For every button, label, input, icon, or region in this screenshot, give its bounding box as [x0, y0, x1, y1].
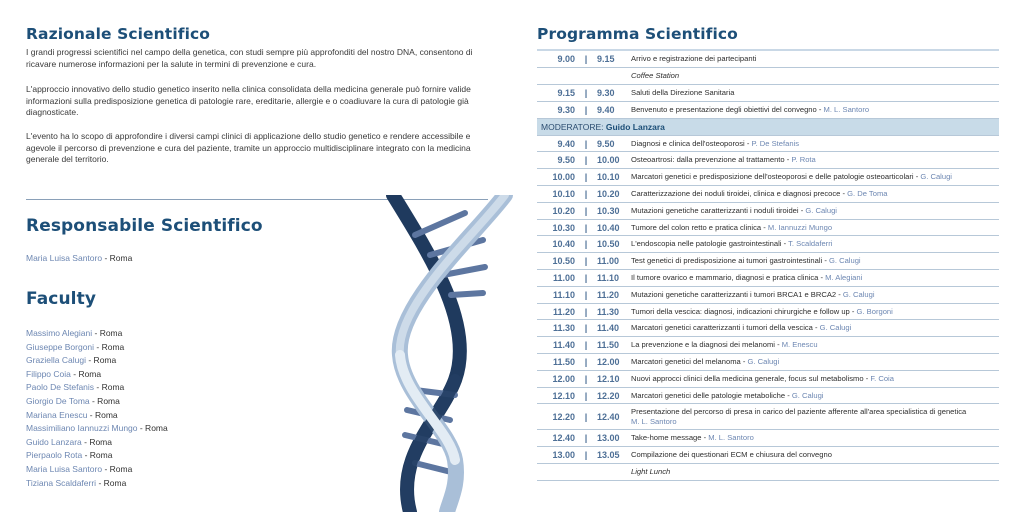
- programme-row: [537, 464, 999, 481]
- faculty-member-name: Guido Lanzara: [26, 436, 82, 447]
- speaker-dash: -: [784, 155, 792, 165]
- programme-row: [537, 404, 999, 430]
- time-separator: |: [575, 286, 597, 303]
- time-separator: |: [575, 387, 597, 404]
- session-title: Mutazioni genetiche caratterizzanti i tumori BRCA1 e BRCA2: [631, 289, 837, 299]
- session-title: Diagnosi e clinica dell'osteoporosi: [631, 138, 745, 148]
- end-time: 9.40: [597, 101, 627, 118]
- time-separator: |: [575, 101, 597, 118]
- faculty-member-city: - Roma: [137, 423, 168, 434]
- moderator-name: Guido Lanzara: [605, 121, 665, 132]
- faculty-member-city: - Roma: [96, 477, 127, 488]
- speaker-dash: -: [798, 205, 806, 215]
- end-time: 11.30: [597, 303, 627, 320]
- speaker-dash: -: [761, 222, 768, 232]
- start-time: 10.40: [537, 236, 575, 253]
- faculty-member-name: Massimiliano Iannuzzi Mungo: [26, 423, 138, 434]
- responsabile-entry: [26, 253, 132, 263]
- faculty-member: [26, 409, 168, 423]
- programme-row: [537, 68, 999, 85]
- speaker-name: P. De Stefanis: [751, 138, 800, 148]
- faculty-member: [26, 327, 168, 341]
- end-time: 10.30: [597, 202, 627, 219]
- programme-row: [537, 236, 999, 253]
- end-time: 13.00: [597, 430, 627, 447]
- end-time: 12.10: [597, 370, 627, 387]
- programma-table: [537, 51, 999, 481]
- session-title: Arrivo e registrazione dei partecipanti: [631, 54, 757, 64]
- faculty-member-name: Giuseppe Borgoni: [26, 341, 95, 352]
- time-separator: |: [575, 303, 597, 320]
- speaker-name: M. L. Santoro: [823, 104, 870, 114]
- programme-row: [537, 387, 999, 404]
- end-time: 11.20: [597, 286, 627, 303]
- faculty-member: [26, 381, 168, 395]
- faculty-member-name: Paolo De Stefanis: [26, 382, 95, 393]
- session-description: [627, 387, 999, 404]
- time-separator: |: [575, 370, 597, 387]
- time-separator: |: [575, 253, 597, 270]
- razionale-title: Razionale Scientifico: [26, 25, 211, 43]
- session-description: [627, 270, 999, 287]
- time-separator: |: [575, 270, 597, 287]
- programme-row: [537, 169, 999, 186]
- session-description: [627, 68, 999, 85]
- session-title: Tumore del colon retto e pratica clinica: [631, 222, 762, 232]
- time-separator: |: [575, 320, 597, 337]
- start-time: 12.10: [537, 387, 575, 404]
- session-description: [627, 152, 999, 169]
- time-separator: |: [575, 85, 597, 102]
- programme-row: [537, 85, 999, 102]
- session-description: [627, 354, 999, 371]
- speaker-name: M. Enescu: [781, 340, 818, 350]
- session-description: [627, 202, 999, 219]
- start-time: 11.40: [537, 337, 575, 354]
- time-separator: |: [575, 219, 597, 236]
- speaker-name: G. De Toma: [847, 188, 888, 198]
- programme-row: [537, 135, 999, 152]
- time-separator: |: [575, 135, 597, 152]
- end-time: 9.30: [597, 85, 627, 102]
- speaker-name: G. Calugi: [819, 323, 852, 333]
- time-separator: |: [575, 236, 597, 253]
- start-time: [537, 464, 575, 481]
- moderator-label: MODERATORE:: [541, 121, 606, 132]
- session-description: [627, 286, 999, 303]
- faculty-title: Faculty: [26, 289, 97, 309]
- moderator-row: [537, 118, 999, 135]
- end-time: 13.05: [597, 447, 627, 464]
- start-time: 11.00: [537, 270, 575, 287]
- session-title: Coffee Station: [631, 71, 680, 81]
- session-title: Tumori della vescica: diagnosi, indicazioni chirurgiche e follow up: [631, 306, 850, 316]
- speaker-dash: -: [863, 373, 871, 383]
- session-title: Presentazione del percorso di presa in carico del paziente afferente all'area specialistica di genetica: [631, 406, 967, 416]
- end-time: 12.20: [597, 387, 627, 404]
- faculty-member-city: - Roma: [87, 409, 118, 420]
- faculty-member: [26, 422, 168, 436]
- session-title: Compilazione dei questionari ECM e chiusura del convegno: [631, 450, 832, 460]
- speaker-dash: -: [785, 390, 792, 400]
- faculty-member: [26, 341, 168, 355]
- faculty-member: [26, 368, 168, 382]
- faculty-member-name: Massimo Alegiani: [26, 328, 93, 338]
- start-time: 11.30: [537, 320, 575, 337]
- speaker-dash: -: [849, 306, 857, 316]
- faculty-member-city: - Roma: [82, 450, 113, 461]
- faculty-member: [26, 463, 168, 477]
- speaker-dash: -: [822, 256, 829, 266]
- start-time: 10.00: [537, 169, 575, 186]
- responsabile-name: Maria Luisa Santoro: [26, 253, 103, 263]
- speaker-name: M. Alegiani: [825, 272, 863, 282]
- faculty-member-name: Mariana Enescu: [26, 409, 88, 420]
- programme-row: [537, 354, 999, 371]
- speaker-dash: -: [818, 272, 826, 282]
- end-time: 11.40: [597, 320, 627, 337]
- session-title: Marcatori genetici del melanoma: [631, 356, 741, 366]
- start-time: [537, 68, 575, 85]
- session-title: Il tumore ovarico e mammario, diagnosi e pratica clinica: [631, 272, 819, 282]
- programme-row: [537, 152, 999, 169]
- speaker-name: P. Rota: [791, 155, 816, 165]
- programme-row: [537, 370, 999, 387]
- end-time: 10.40: [597, 219, 627, 236]
- faculty-member-city: - Roma: [94, 341, 125, 352]
- faculty-member-name: Tiziana Scaldaferri: [26, 477, 97, 488]
- session-title: Osteoartrosi: dalla prevenzione al trattamento: [631, 155, 785, 165]
- session-title: La prevenzione e la diagnosi dei melanomi: [631, 340, 775, 350]
- end-time: 11.50: [597, 337, 627, 354]
- programme-row: [537, 337, 999, 354]
- time-separator: |: [575, 152, 597, 169]
- time-separator: |: [575, 337, 597, 354]
- dna-helix-illustration: [355, 195, 540, 512]
- end-time: 11.00: [597, 253, 627, 270]
- session-description: [627, 370, 999, 387]
- session-description: [627, 253, 999, 270]
- responsabile-city: - Roma: [102, 253, 133, 263]
- programme-row: [537, 303, 999, 320]
- speaker-name: M. L. Santoro: [708, 433, 754, 443]
- time-separator: |: [575, 354, 597, 371]
- time-separator: [575, 68, 597, 85]
- session-title: Marcatori genetici caratterizzanti i tumori della vescica: [631, 323, 813, 333]
- session-title: L'endoscopia nelle patologie gastrointestinali: [631, 239, 782, 249]
- speaker-name: G. Calugi: [828, 256, 861, 266]
- razionale-paragraph-3: L'evento ha lo scopo di approfondire i diversi campi clinici di applicazione dello studio genetico e rendere accessibile e agevole il percorso di prevenzione e cura del paziente, tramite un approccio multidisciplinare integrato con la medicina generale del territorio.: [26, 131, 471, 164]
- faculty-member-name: Pierpaolo Rota: [26, 450, 83, 461]
- speaker-dash: -: [840, 188, 848, 198]
- speaker-dash: -: [701, 433, 709, 443]
- end-time: 9.15: [597, 51, 627, 68]
- programme-row: [537, 286, 999, 303]
- speaker-dash: -: [781, 239, 789, 249]
- faculty-member-city: - Roma: [89, 395, 120, 406]
- speaker-dash: -: [913, 172, 921, 182]
- faculty-member-name: Maria Luisa Santoro: [26, 463, 103, 474]
- end-time: 10.10: [597, 169, 627, 186]
- faculty-member-city: - Roma: [70, 368, 102, 379]
- session-description: [627, 169, 999, 186]
- speaker-name: F. Coia: [870, 373, 894, 383]
- speaker-name: G. Calugi: [747, 356, 780, 366]
- speaker-dash: -: [740, 356, 748, 366]
- end-time: 12.40: [597, 404, 627, 430]
- programme-row: [537, 186, 999, 203]
- speaker-name: M. L. Santoro: [631, 416, 677, 426]
- speaker-dash: -: [744, 138, 752, 148]
- programme-row: [537, 253, 999, 270]
- programme-row: [537, 101, 999, 118]
- start-time: 11.50: [537, 354, 575, 371]
- start-time: 11.20: [537, 303, 575, 320]
- faculty-member-name: Filippo Coia: [26, 368, 71, 379]
- session-description: [627, 430, 999, 447]
- faculty-member-name: Graziella Calugi: [26, 355, 86, 366]
- faculty-member: [26, 354, 168, 368]
- speaker-name: G. Calugi: [791, 390, 824, 400]
- start-time: 12.40: [537, 430, 575, 447]
- speaker-name: G. Calugi: [920, 172, 952, 182]
- start-time: 13.00: [537, 447, 575, 464]
- programme-row: [537, 447, 999, 464]
- faculty-list: [26, 327, 168, 490]
- speaker-name: T. Scaldaferri: [788, 239, 833, 249]
- session-title: Benvenuto e presentazione degli obiettivi del convegno: [631, 104, 817, 114]
- time-separator: |: [575, 202, 597, 219]
- programme-row: [537, 219, 999, 236]
- start-time: 9.30: [537, 101, 575, 118]
- session-title: Caratterizzazione dei noduli tiroidei, clinica e diagnosi precoce: [631, 188, 841, 198]
- speaker-dash: -: [836, 289, 843, 299]
- time-separator: [575, 464, 597, 481]
- programme-row: [537, 270, 999, 287]
- end-time: 10.20: [597, 186, 627, 203]
- faculty-member-city: - Roma: [92, 328, 123, 338]
- razionale-paragraph-2: L'approccio innovativo dello studio genetico inserito nella clinica consolidata della medicina generale può fornire valide informazioni sulla predisposizione genetica di patologie rare, ereditarie, allergie e o coadiuvare la cura di patologie già diagnosticate.: [26, 84, 471, 117]
- speaker-dash: -: [812, 323, 820, 333]
- end-time: [597, 464, 627, 481]
- faculty-member-city: - Roma: [81, 436, 112, 447]
- start-time: 9.40: [537, 135, 575, 152]
- responsabile-title: Responsabile Scientifico: [26, 216, 263, 236]
- end-time: 10.00: [597, 152, 627, 169]
- speaker-dash: -: [774, 340, 782, 350]
- speaker-name: G. Calugi: [842, 289, 875, 299]
- session-description: [627, 219, 999, 236]
- faculty-member-city: - Roma: [102, 463, 133, 474]
- speaker-name: G. Calugi: [805, 205, 837, 215]
- time-separator: |: [575, 51, 597, 68]
- start-time: 9.50: [537, 152, 575, 169]
- faculty-member: [26, 436, 168, 450]
- faculty-member-city: - Roma: [86, 355, 117, 366]
- start-time: 12.20: [537, 404, 575, 430]
- razionale-paragraph-1: I grandi progressi scientifici nel campo della genetica, con studi sempre più approfonditi del nostro DNA, consentono di ricavare numerose informazioni per la salute in termini di prevenzione e cura.: [26, 47, 473, 69]
- speaker-name: M. Iannuzzi Mungo: [767, 222, 833, 232]
- session-description: [627, 464, 999, 481]
- start-time: 10.20: [537, 202, 575, 219]
- session-title: Marcatori genetici delle patologie metaboliche: [631, 390, 786, 400]
- start-time: 12.00: [537, 370, 575, 387]
- end-time: 11.10: [597, 270, 627, 287]
- moderator-cell: [537, 118, 999, 135]
- time-separator: |: [575, 169, 597, 186]
- end-time: 10.50: [597, 236, 627, 253]
- programme-row: [537, 430, 999, 447]
- time-separator: |: [575, 447, 597, 464]
- session-description: [627, 320, 999, 337]
- session-description: [627, 186, 999, 203]
- programme-row: [537, 202, 999, 219]
- end-time: 12.00: [597, 354, 627, 371]
- session-description: [627, 135, 999, 152]
- start-time: 10.50: [537, 253, 575, 270]
- faculty-member-name: Giorgio De Toma: [26, 395, 90, 406]
- faculty-member: [26, 477, 168, 491]
- programme-row: [537, 320, 999, 337]
- end-time: 9.50: [597, 135, 627, 152]
- programme-row: [537, 51, 999, 68]
- right-column: [537, 0, 999, 512]
- faculty-member: [26, 395, 168, 409]
- session-description: [627, 85, 999, 102]
- session-title: Take-home message: [631, 433, 702, 443]
- end-time: [597, 68, 627, 85]
- start-time: 10.10: [537, 186, 575, 203]
- session-title: Nuovi approcci clinici della medicina generale, focus sul metabolismo: [631, 373, 864, 383]
- faculty-member: [26, 449, 168, 463]
- start-time: 10.30: [537, 219, 575, 236]
- session-title: Mutazioni genetiche caratterizzanti i noduli tiroidei: [631, 205, 799, 215]
- time-separator: |: [575, 186, 597, 203]
- programma-title: Programma Scientifico: [537, 25, 738, 43]
- session-title: Marcatori genetici e predisposizione dell'osteoporosi e delle patologie osteoarticolari: [631, 172, 914, 182]
- session-description: [627, 303, 999, 320]
- start-time: 11.10: [537, 286, 575, 303]
- session-description: [627, 404, 999, 430]
- session-description: [627, 236, 999, 253]
- session-title: Saluti della Direzione Sanitaria: [631, 87, 735, 97]
- session-description: [627, 337, 999, 354]
- session-description: [627, 51, 999, 68]
- speaker-dash: -: [816, 104, 824, 114]
- speaker-name: G. Borgoni: [856, 306, 893, 316]
- session-description: [627, 101, 999, 118]
- start-time: 9.15: [537, 85, 575, 102]
- start-time: 9.00: [537, 51, 575, 68]
- time-separator: |: [575, 430, 597, 447]
- session-title: Test genetici di predisposizione ai tumori gastrointestinali: [631, 256, 823, 266]
- time-separator: |: [575, 404, 597, 430]
- faculty-member-city: - Roma: [94, 382, 125, 393]
- session-description: [627, 447, 999, 464]
- session-title: Light Lunch: [631, 466, 671, 476]
